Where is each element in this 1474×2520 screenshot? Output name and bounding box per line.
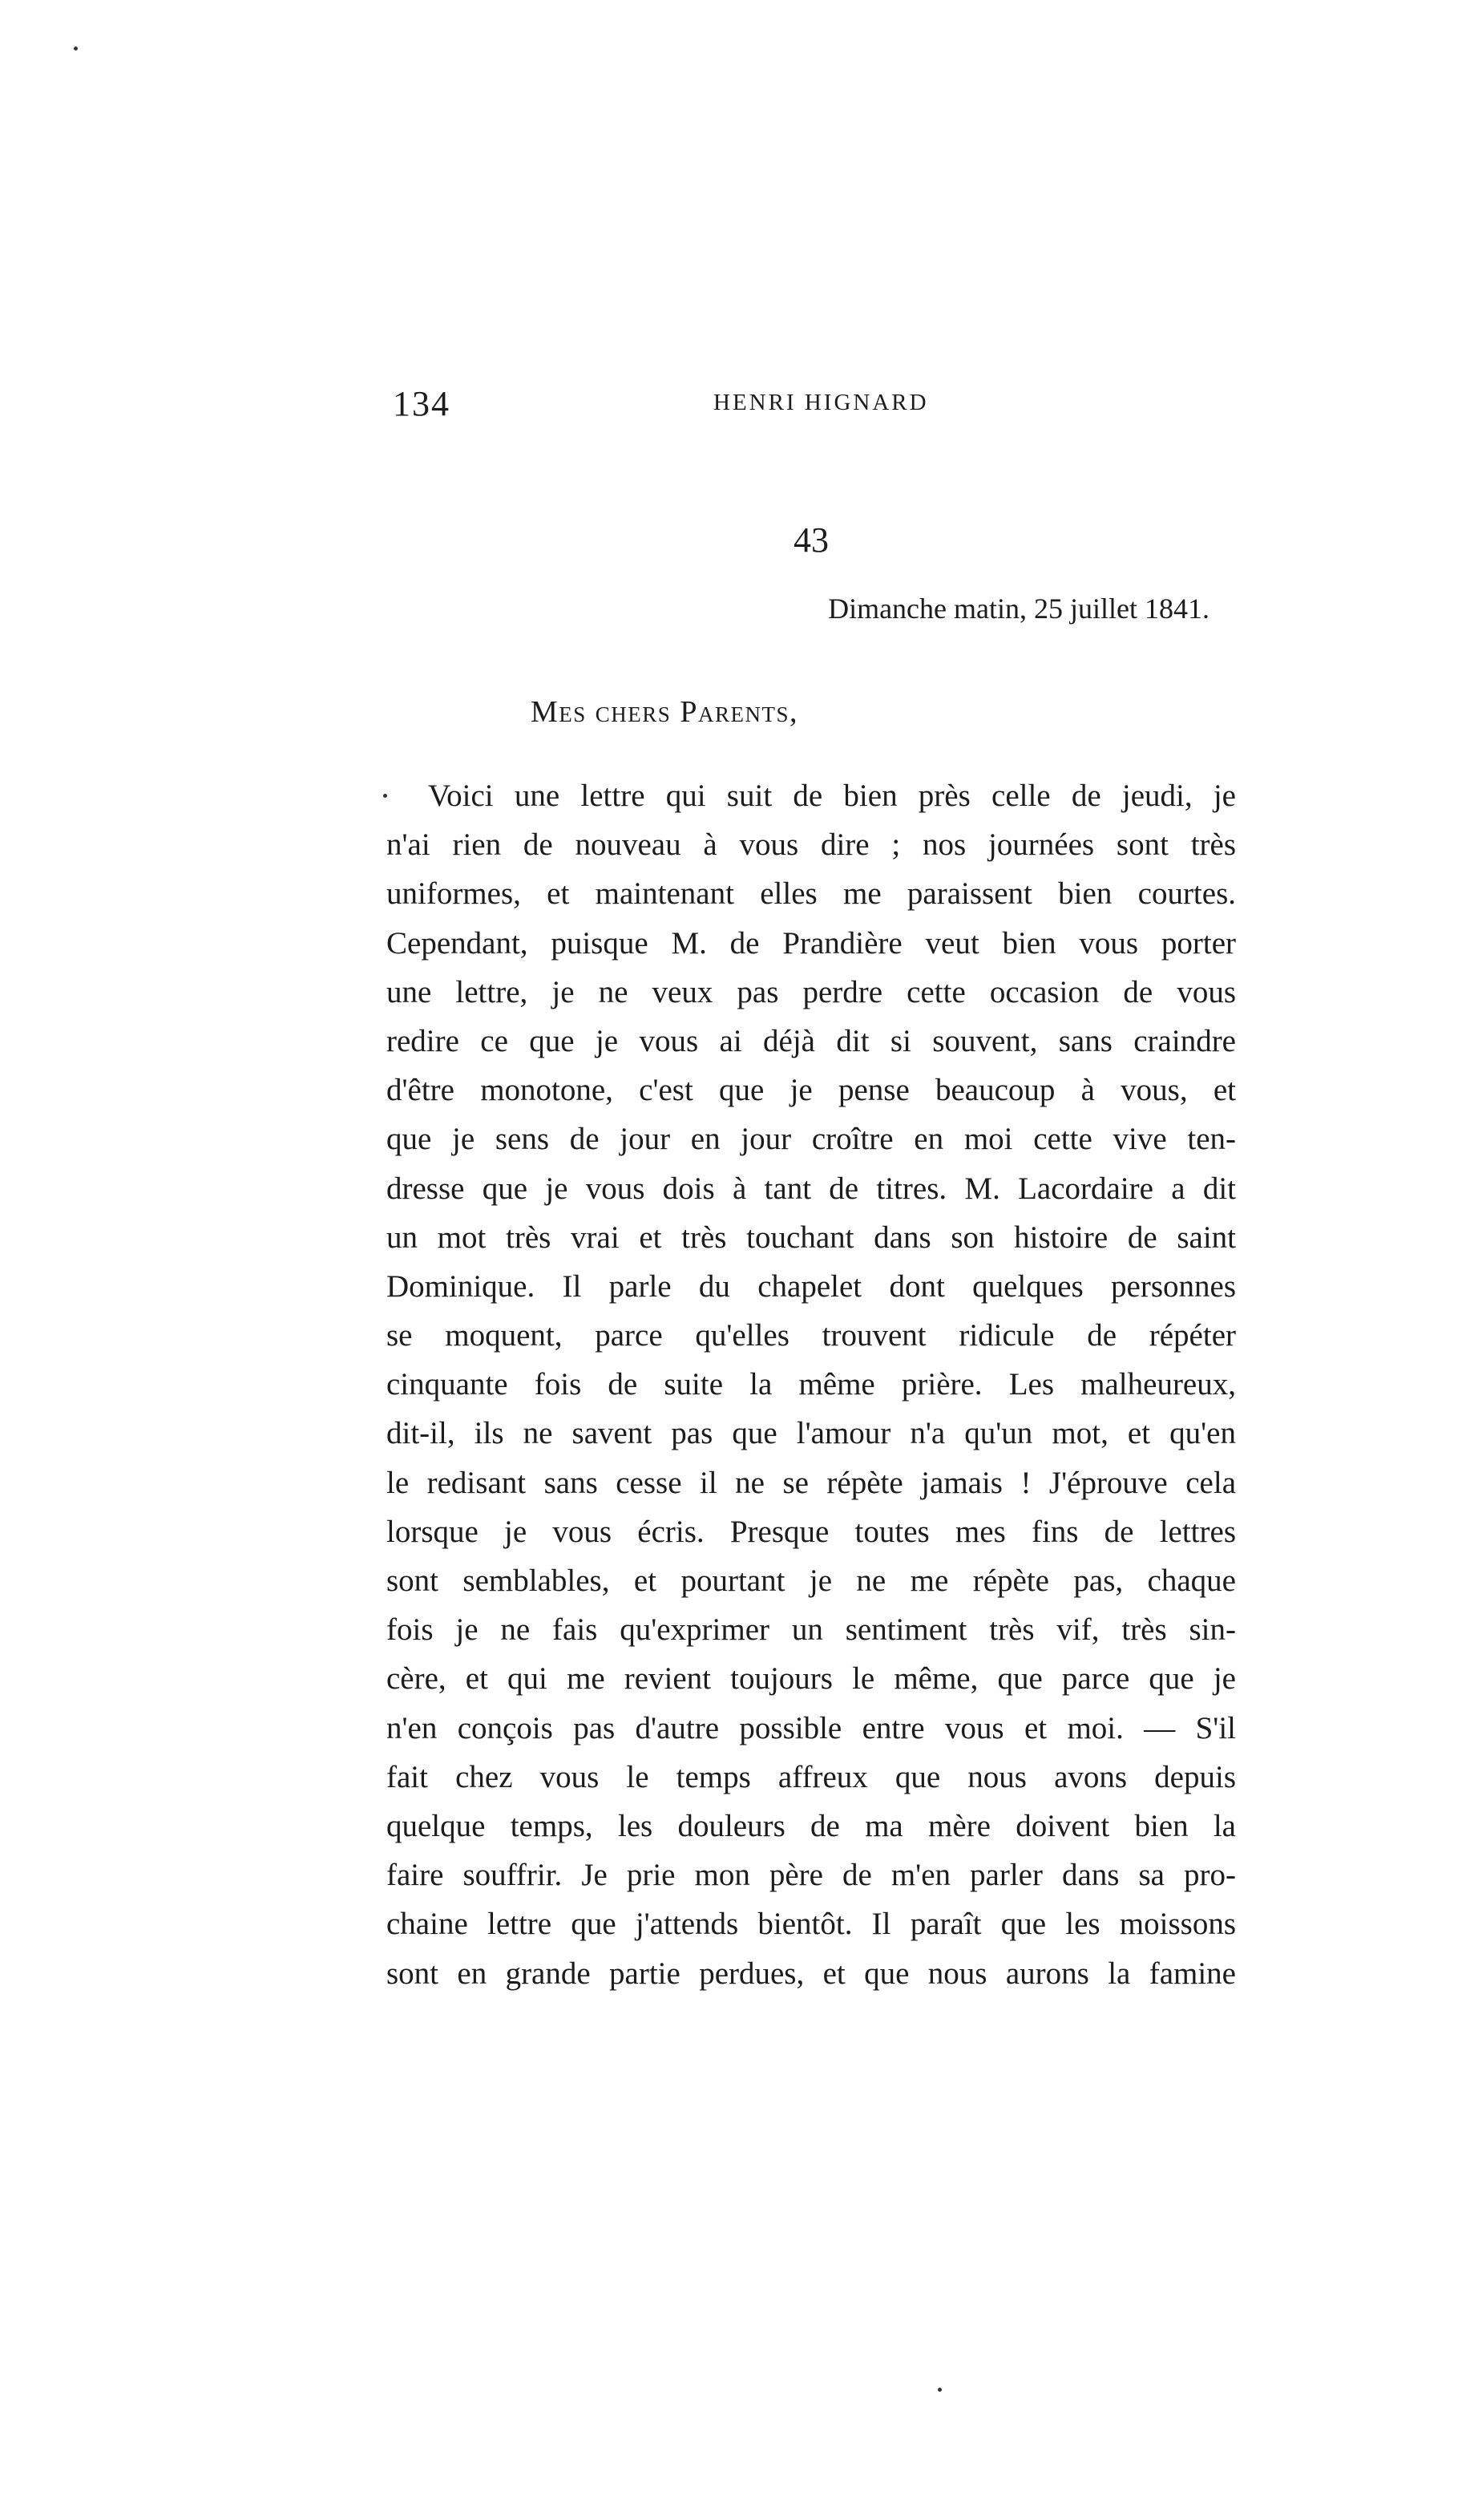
running-title: HENRI HIGNARD [713,390,929,415]
body-line: sont semblables, et pourtant je ne me répète pas, chaque [386,1563,1236,1598]
body-line: fait chez vous le temps affreux que nous avons depuis [386,1759,1236,1794]
body-line: cère, et qui me revient toujours le même, que parce que je [386,1661,1236,1697]
scan-speck [938,2388,942,2392]
page-number: 134 [393,384,450,423]
letter-salutation: Mes chers Parents, [531,695,798,729]
letter-number: 43 [794,520,829,560]
body-line: un mot très vrai et très touchant dans son histoire de saint [386,1220,1236,1255]
body-line: dresse que je vous dois à tant de titres. M. Lacordaire a dit [386,1171,1236,1206]
body-line: lorsque je vous écris. Presque toutes mes fins de lettres [386,1514,1236,1549]
letter-body [386,771,1236,1998]
body-line: Cependant, puisque M. de Prandière veut bien vous porter [386,925,1236,961]
body-line: sont en grande partie perdues, et que nous aurons la famine [386,1956,1236,1991]
scan-speck [74,47,78,51]
body-line: n'ai rien de nouveau à vous dire ; nos journées sont très [386,827,1236,863]
letter-dateline: Dimanche matin, 25 juillet 1841. [828,593,1209,625]
running-head [393,383,938,431]
body-line: Dominique. Il parle du chapelet dont quelques personnes [386,1268,1236,1304]
body-line: uniformes, et maintenant elles me paraissent bien courtes. [386,876,1236,912]
body-line: d'être monotone, c'est que je pense beaucoup à vous, et [386,1073,1236,1108]
scan-speck [383,794,387,798]
body-line: une lettre, je ne veux pas perdre cette occasion de vous [386,974,1236,1009]
body-line: quelque temps, les douleurs de ma mère doivent bien la [386,1808,1236,1843]
body-line: redire ce que je vous ai déjà dit si souvent, sans craindre [386,1023,1236,1058]
body-line: chaine lettre que j'attends bientôt. Il paraît que les moissons [386,1907,1236,1942]
body-line: faire souffrir. Je prie mon père de m'en parler dans sa pro- [386,1858,1236,1893]
body-line: cinquante fois de suite la même prière. Les malheureux, [386,1367,1236,1402]
body-line: fois je ne fais qu'exprimer un sentiment très vif, très sin- [386,1612,1236,1648]
body-line: dit-il, ils ne savent pas que l'amour n'a qu'un mot, et qu'en [386,1416,1236,1451]
body-line: n'en conçois pas d'autre possible entre vous et moi. — S'il [386,1710,1236,1745]
body-line: que je sens de jour en jour croître en moi cette vive ten- [386,1122,1236,1157]
body-line: le redisant sans cesse il ne se répète jamais ! J'éprouve cela [386,1465,1236,1500]
body-line: Voici une lettre qui suit de bien près celle de jeudi, je [428,779,1236,813]
body-line: se moquent, parce qu'elles trouvent ridicule de répéter [386,1318,1236,1353]
